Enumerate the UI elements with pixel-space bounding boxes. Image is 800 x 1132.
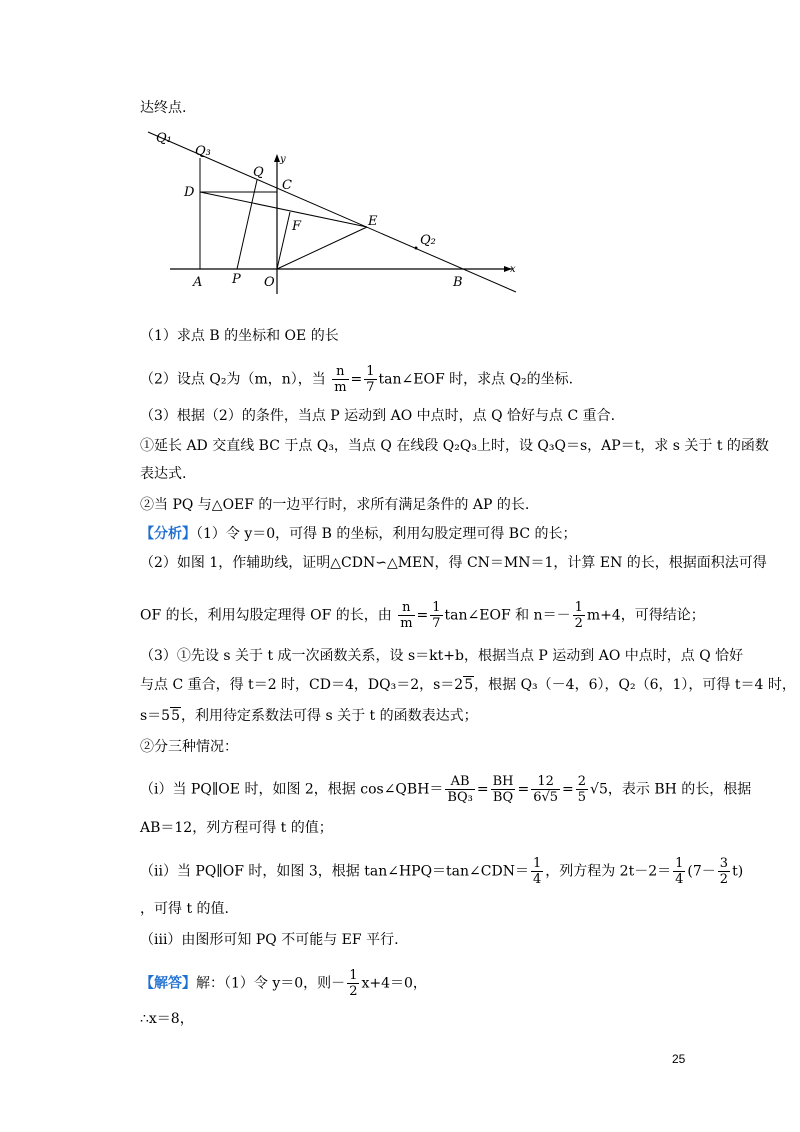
analysis-line-4: （3）①先设 s 关于 t 成一次函数关系，设 s＝kt+b，根据当点 P 运动到 AO 中点时，点 Q 恰好 xyxy=(140,648,744,664)
label-f: F xyxy=(292,219,302,234)
answer-line-2: ∴x＝8， xyxy=(140,1011,194,1027)
analysis-line-5: 与点 C 重合，得 t＝2 时，CD＝4，DQ₃＝2，s＝25，根据 Q₃（－4，6），Q₂（6，1），可得 t＝4 时， xyxy=(140,677,796,693)
label-e: E xyxy=(368,214,378,229)
analysis-line-8: （i）当 PQ∥OE 时，如图 2，根据 cos∠QBH＝ $\frac{AB}{\text{BQ₃}}$ = $\frac{BH}{BQ}$ = $\frac{12}{6√5}$ = $\frac{2}{5}$ √5，表示 BH 的长，根据 xyxy=(140,774,752,805)
question-3-1-cont: 表达式. xyxy=(140,466,187,482)
segment-oe xyxy=(277,227,367,269)
question-3: （3）根据（2）的条件，当点 P 运动到 AO 中点时，点 Q 恰好与点 C 重合. xyxy=(140,408,616,424)
geometry-figure xyxy=(140,120,540,300)
page-number: 25 xyxy=(672,1052,686,1066)
analysis-line-2: （2）如图 1，作辅助线，证明△CDN∽△MEN，得 CN＝MN＝1，计算 EN 的长，根据面积法可得 xyxy=(140,555,767,571)
label-q3: Q₃ xyxy=(195,144,211,159)
fraction-n-m: $\frac{n}{m}$ xyxy=(334,364,347,395)
analysis-line-9: AB＝12，列方程可得 t 的值； xyxy=(140,820,333,836)
label-p: P xyxy=(232,272,241,287)
analysis-line-6: s＝55，利用待定系数法可得 s 关于 t 的函数表达式； xyxy=(140,708,478,724)
segment-de xyxy=(200,192,367,227)
segment-of xyxy=(277,212,290,269)
analysis-line-7: ②分三种情况： xyxy=(140,739,238,755)
fraction-1-7: $\frac{1}{7}$ xyxy=(366,364,375,395)
point-q2 xyxy=(415,247,418,250)
label-a: A xyxy=(193,275,203,290)
label-c: C xyxy=(282,178,292,193)
question-1: （1）求点 B 的坐标和 OE 的长 xyxy=(140,328,339,344)
label-q2: Q₂ xyxy=(420,233,436,248)
analysis-line-12: （iii）由图形可知 PQ 不可能与 EF 平行. xyxy=(140,932,399,948)
label-o: O xyxy=(264,275,275,290)
segment-pq xyxy=(237,180,257,269)
label-q1: Q₁ xyxy=(156,131,172,146)
label-y: y xyxy=(280,154,286,165)
analysis-line-1: 【分析】（1）令 y＝0，可得 B 的坐标，利用勾股定理可得 BC 的长； xyxy=(140,526,577,542)
label-x: x xyxy=(510,264,516,275)
question-3-2: ②当 PQ 与△OEF 的一边平行时，求所有满足条件的 AP 的长. xyxy=(140,497,530,513)
analysis-tag: 【分析】 xyxy=(140,526,196,542)
answer-tag: 【解答】 xyxy=(140,975,196,992)
label-q: Q xyxy=(253,165,264,180)
analysis-line-11: ，可得 t 的值. xyxy=(140,901,229,917)
question-2: （2）设点 Q₂为（m，n），当 $\frac{n}{m}$ = $\frac{1}{7}$ tan∠EOF 时，求点 Q₂的坐标. xyxy=(140,364,574,395)
question-3-1: ①延长 AD 交直线 BC 于点 Q₃，当点 Q 在线段 Q₂Q₃上时，设 Q₃Q＝s，AP＝t，求 s 关于 t 的函数 xyxy=(140,438,769,454)
analysis-line-10: （ii）当 PQ∥OF 时，如图 3，根据 tan∠HPQ＝tan∠CDN＝ $\frac{1}{4}$ ，列方程为 2t－2＝ $\frac{1}{4}$ (7－ $\frac{3}{2}$ t) xyxy=(140,856,744,887)
intro-text: 达终点. xyxy=(140,100,187,116)
analysis-line-3: OF 的长，利用勾股定理得 OF 的长，由 $\frac{n}{m}$ = $\frac{1}{7}$ tan∠EOF 和 n＝－ $\frac{1}{2}$ m+4，可得结论； xyxy=(140,600,705,631)
label-b: B xyxy=(453,275,463,290)
label-d: D xyxy=(184,185,195,200)
answer-line-1: 【解答】解：（1）令 y＝0，则－ $\frac{1}{2}$ x+4＝0， xyxy=(140,968,427,999)
